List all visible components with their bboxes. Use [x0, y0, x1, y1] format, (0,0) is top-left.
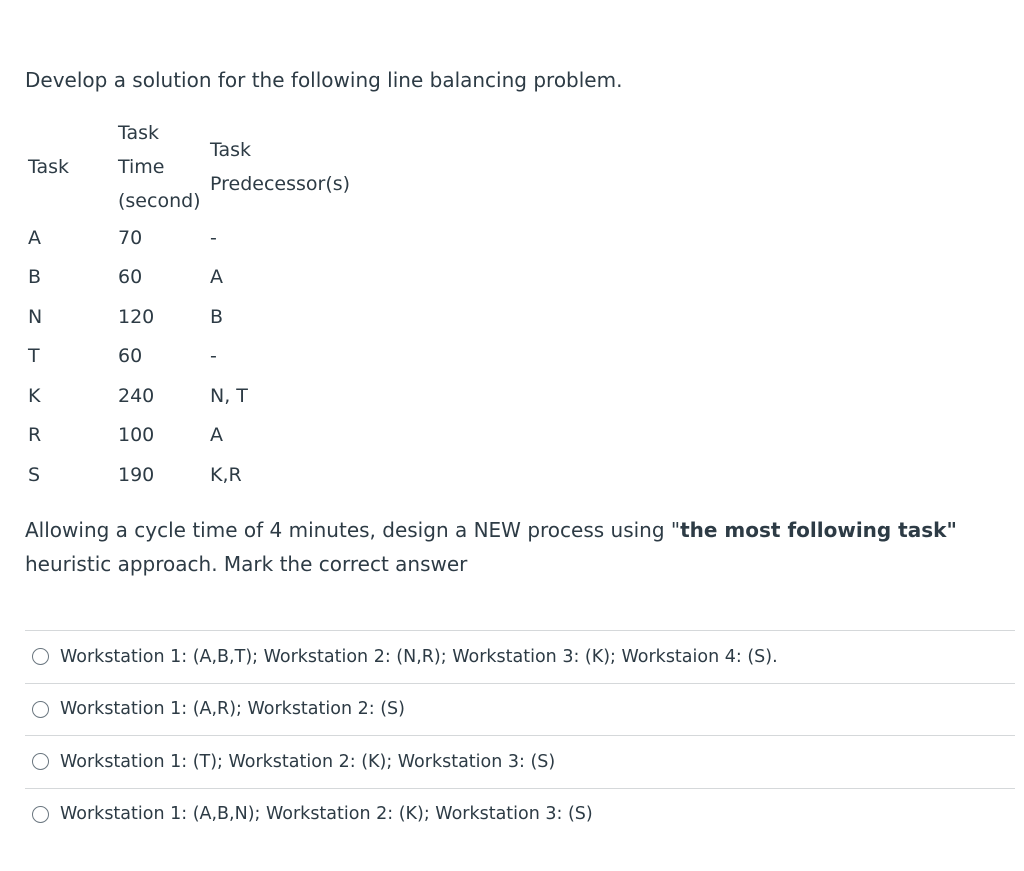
radio-button-icon[interactable] [32, 648, 49, 665]
header-task-time [118, 116, 210, 218]
task-cell: K [28, 384, 41, 407]
header-task-time-line2: Time [118, 156, 165, 178]
radio-button-icon[interactable] [32, 806, 49, 823]
question-text-after: heuristic approach. Mark the correct answer [25, 552, 468, 576]
header-predecessors-line1: Task [210, 139, 252, 161]
header-task-time-line3: (second) [118, 190, 201, 212]
answer-option-2[interactable] [25, 683, 1015, 736]
task-table [22, 116, 370, 495]
time-cell: 240 [118, 384, 155, 407]
predecessor-cell: K,R [210, 463, 242, 486]
predecessor-cell: - [210, 345, 217, 368]
predecessor-cell: N, T [210, 384, 248, 407]
header-predecessors-line2: Predecessor(s) [210, 173, 351, 195]
question-text-before: Allowing a cycle time of 4 minutes, design a NEW process using " [25, 518, 681, 542]
table-row [22, 337, 370, 377]
radio-button-icon[interactable] [32, 753, 49, 770]
table-row [22, 218, 370, 258]
time-cell: 60 [118, 345, 143, 368]
time-cell: 190 [118, 463, 155, 486]
time-cell: 120 [118, 305, 155, 328]
table-row [22, 258, 370, 298]
answer-list [25, 630, 1015, 840]
answer-label: Workstation 1: (A,R); Workstation 2: (S) [60, 699, 405, 720]
table-row [22, 376, 370, 416]
answer-option-4[interactable] [25, 788, 1015, 841]
predecessor-cell: - [210, 226, 217, 249]
predecessor-cell: A [210, 424, 223, 447]
question-text-bold: the most following task" [680, 518, 957, 542]
answer-label: Workstation 1: (A,B,N); Workstation 2: (K); Workstation 3: (S) [60, 804, 593, 825]
predecessor-cell: A [210, 266, 223, 289]
header-task: Task [28, 156, 70, 178]
answer-label: Workstation 1: (T); Workstation 2: (K); Workstation 3: (S) [60, 751, 556, 772]
question-intro: Develop a solution for the following line balancing problem. [25, 68, 623, 92]
table-row [22, 416, 370, 456]
time-cell: 100 [118, 424, 155, 447]
question-text [25, 513, 1010, 581]
task-cell: B [28, 266, 42, 289]
table-row [22, 297, 370, 337]
task-cell: A [28, 226, 41, 249]
table-row [22, 455, 370, 495]
radio-button-icon[interactable] [32, 701, 49, 718]
predecessor-cell: B [210, 305, 224, 328]
time-cell: 60 [118, 266, 143, 289]
task-cell: T [28, 345, 40, 368]
header-task-time-line1: Task [118, 122, 160, 144]
answer-option-1[interactable] [25, 630, 1015, 683]
answer-label: Workstation 1: (A,B,T); Workstation 2: (N,R); Workstation 3: (K); Workstaion 4: (S). [60, 646, 778, 667]
task-cell: S [28, 463, 41, 486]
time-cell: 70 [118, 226, 143, 249]
answer-option-3[interactable] [25, 735, 1015, 788]
header-predecessors [210, 116, 370, 218]
task-cell: R [28, 424, 42, 447]
task-cell: N [28, 305, 43, 328]
table-header-row [22, 116, 370, 218]
